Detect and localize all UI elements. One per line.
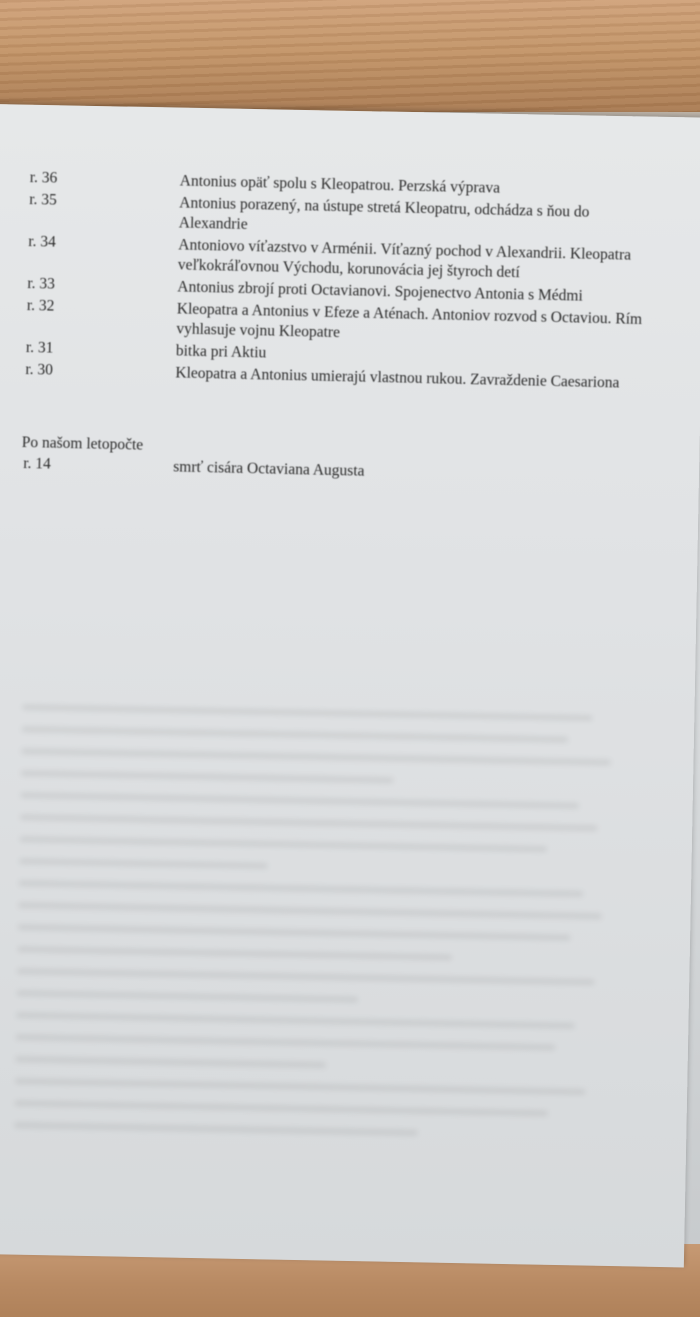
event-text: bitka pri Aktiu <box>175 342 267 362</box>
era-heading: Po našom letopočte <box>21 433 144 454</box>
event-text: Antoniovo víťazstvo v Arménii. Víťazný pochod v Alexandrii. Kleopatra veľkokráľovnou Východu, korunovácia jej štyroch detí <box>177 236 632 282</box>
event-text: smrť cisára Octaviana Augusta <box>173 458 365 480</box>
year-label: r. 32 <box>26 297 55 315</box>
chronology-table <box>21 168 668 490</box>
year-label: r. 14 <box>23 454 52 473</box>
year-label: r. 36 <box>29 169 58 187</box>
event-text: Antonius porazený, na ústupe stretá Kleopatru, odchádza s ňou do Alexandrie <box>178 194 590 233</box>
event-text: Kleopatra a Antonius umierajú vlastnou rukou. Zavraždenie Caesariona <box>175 364 620 392</box>
event-text: Antonius zbrojí proti Octavianovi. Spojenectvo Antonia s Médmi <box>177 278 583 305</box>
year-label: r. 35 <box>29 191 58 209</box>
year-label: r. 31 <box>25 339 54 357</box>
desk-surface <box>0 0 700 112</box>
year-label: r. 30 <box>25 360 54 379</box>
event-text: Kleopatra a Antonius v Efeze a Aténach. Antoniov rozvod s Octaviou. Rím vyhlasuje vojnu Kleopatre <box>176 300 643 342</box>
event-text: Antonius opäť spolu s Kleopatrou. Perzská výprava <box>179 172 501 197</box>
year-label: r. 33 <box>27 275 56 293</box>
show-through-text <box>11 705 642 1317</box>
year-label: r. 34 <box>28 233 57 251</box>
